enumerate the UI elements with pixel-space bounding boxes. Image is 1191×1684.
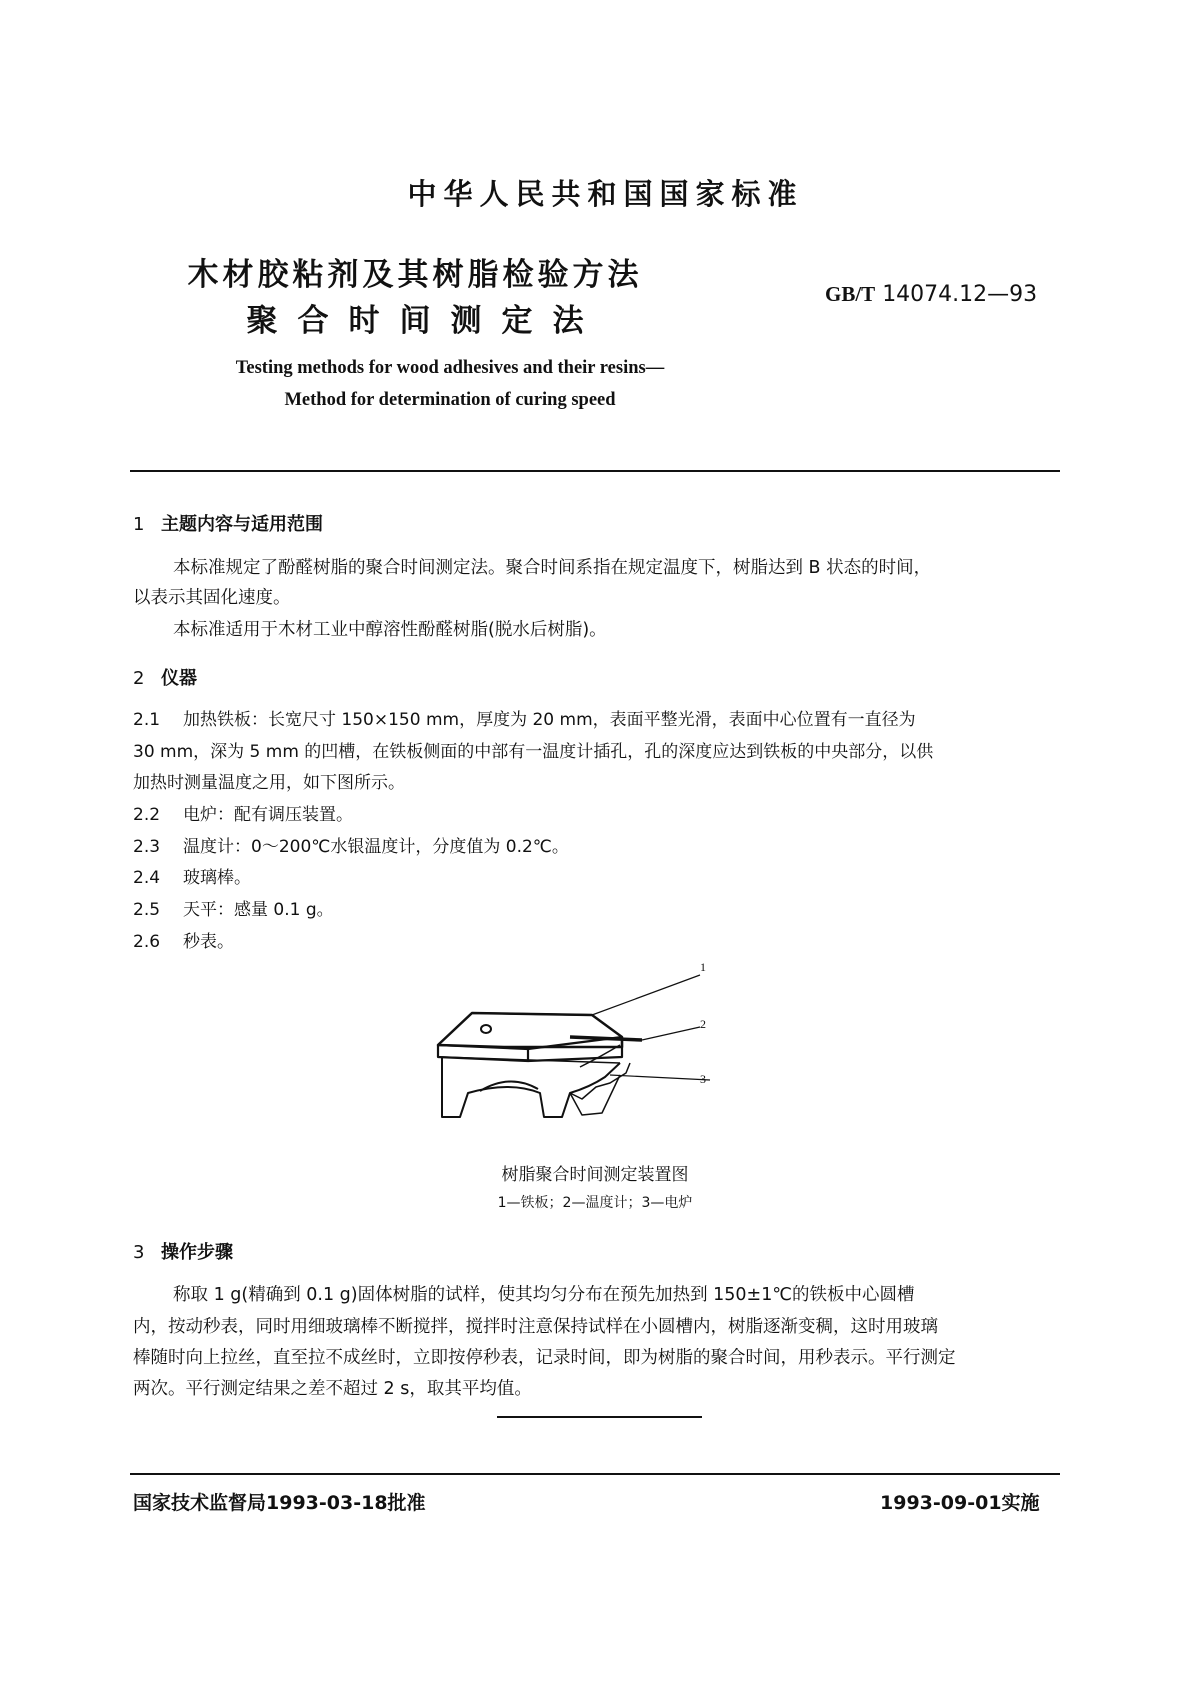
item-2-3-text: 温度计：0～200℃水银温度计，分度值为 0.2℃。 bbox=[183, 837, 569, 857]
section1-para1-line2: 以表示其固化速度。 bbox=[133, 588, 291, 608]
section3-line2: 内，按动秒表，同时用细玻璃棒不断搅拌，搅拌时注意保持试样在小圆槽内，树脂逐渐变稠，这时用玻璃 bbox=[133, 1317, 938, 1337]
title-cn-line2: 聚合时间测定法 bbox=[246, 303, 604, 339]
national-standard-heading: 中华人民共和国国家标准 bbox=[407, 177, 804, 211]
section3-number: 3 bbox=[133, 1242, 145, 1263]
section3-line4: 两次。平行测定结果之差不超过 2 s，取其平均值。 bbox=[133, 1379, 532, 1399]
standard-code-prefix: GB/T bbox=[825, 282, 876, 306]
standard-code bbox=[825, 282, 1037, 307]
approval-date: 国家技术监督局1993-03-18批准 bbox=[133, 1492, 426, 1514]
furnace-outline bbox=[442, 1057, 620, 1117]
section3-title: 操作步骤 bbox=[161, 1242, 233, 1263]
item-2-1-line3: 加热时测量温度之用，如下图所示。 bbox=[133, 773, 405, 793]
section3-line3: 棒随时向上拉丝，直至拉不成丝时，立即按停秒表，记录时间，即为树脂的聚合时间，用秒表示。平行测定 bbox=[133, 1348, 956, 1368]
item-2-4 bbox=[133, 864, 251, 892]
item-2-2-number: 2.2 bbox=[133, 805, 161, 825]
thermometer bbox=[570, 1037, 642, 1040]
section1-heading bbox=[133, 510, 323, 536]
figure-label-3: 3 bbox=[700, 1072, 706, 1086]
title-en-line2: Method for determination of curing speed bbox=[284, 390, 616, 410]
item-2-4-text: 玻璃棒。 bbox=[183, 868, 251, 888]
footer-rule bbox=[130, 1473, 1060, 1475]
section1-para1-line1: 本标准规定了酚醛树脂的聚合时间测定法。聚合时间系指在规定温度下，树脂达到 B 状态的时间， bbox=[173, 558, 932, 578]
item-2-3-number: 2.3 bbox=[133, 837, 161, 857]
figure-label-2: 2 bbox=[700, 1017, 706, 1031]
figure-legend: 1—铁板；2—温度计；3—电炉 bbox=[497, 1195, 693, 1211]
item-2-5-text: 天平：感量 0.1 g。 bbox=[183, 900, 334, 920]
item-2-6-number: 2.6 bbox=[133, 932, 161, 952]
center-groove bbox=[481, 1025, 491, 1033]
end-rule bbox=[497, 1416, 702, 1418]
implementation-date: 1993-09-01实施 bbox=[880, 1492, 1040, 1514]
section2-number: 2 bbox=[133, 668, 145, 689]
header-rule bbox=[130, 470, 1060, 472]
section3-line1: 称取 1 g(精确到 0.1 g)固体树脂的试样，使其均匀分布在预先加热到 150±1℃的铁板中心圆槽 bbox=[173, 1285, 915, 1305]
item-2-3 bbox=[133, 833, 569, 861]
section1-title: 主题内容与适用范围 bbox=[161, 514, 323, 535]
section2-heading bbox=[133, 664, 197, 690]
section1-number: 1 bbox=[133, 514, 145, 535]
item-2-5 bbox=[133, 896, 334, 924]
section2-title: 仪器 bbox=[161, 668, 197, 689]
iron-plate bbox=[438, 1013, 622, 1047]
figure-label-1: 1 bbox=[700, 960, 706, 974]
figure-caption: 树脂聚合时间测定装置图 bbox=[501, 1165, 689, 1185]
title-cn-line1: 木材胶粘剂及其树脂检验方法 bbox=[187, 257, 643, 293]
item-2-1-line1: 加热铁板：长宽尺寸 150×150 mm，厚度为 20 mm，表面平整光滑，表面中心位置有一直径为 bbox=[183, 710, 916, 730]
item-2-6-text: 秒表。 bbox=[183, 932, 234, 952]
section3-heading bbox=[133, 1238, 233, 1264]
item-2-1-number: 2.1 bbox=[133, 710, 161, 730]
item-2-2 bbox=[133, 801, 353, 829]
title-en-line1: Testing methods for wood adhesives and their resins— bbox=[235, 358, 665, 378]
item-2-4-number: 2.4 bbox=[133, 868, 161, 888]
standard-code-number: 14074.12—93 bbox=[882, 282, 1038, 307]
section1-para2: 本标准适用于木材工业中醇溶性酚醛树脂(脱水后树脂)。 bbox=[173, 620, 607, 640]
item-2-6 bbox=[133, 928, 234, 956]
item-2-1 bbox=[133, 706, 916, 734]
item-2-1-line2: 30 mm，深为 5 mm 的凹槽，在铁板侧面的中部有一温度计插孔，孔的深度应达到铁板的中央部分，以供 bbox=[133, 742, 934, 762]
apparatus-figure bbox=[420, 965, 780, 1155]
item-2-5-number: 2.5 bbox=[133, 900, 161, 920]
item-2-2-text: 电炉：配有调压装置。 bbox=[183, 805, 353, 825]
